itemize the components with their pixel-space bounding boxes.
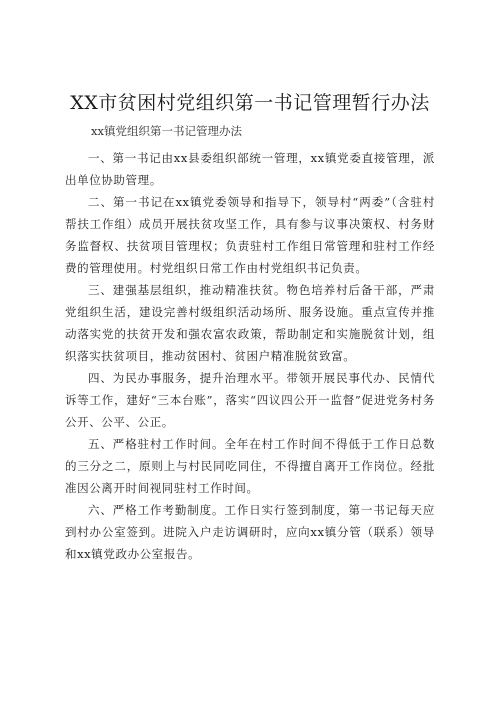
paragraph-1: 一、第一书记由xx县委组织部统一管理，xx镇党委直接管理，派出单位协助管理。 bbox=[65, 151, 435, 187]
paragraph-2: 二、第一书记在xx镇党委领导和指导下，领导村“两委”（含驻村帮扶工作组）成员开展扶贫攻坚工作，具有参与议事决策权、村务财务监督权、扶贫项目管理权；负责驻村工作组日常管理和驻村工作经费的管理使用。村党组织日常工作由村党组织书记负责。 bbox=[65, 195, 435, 275]
paragraph-3: 三、建强基层组织，推动精准扶贫。物色培养村后备干部，严肃党组织生活，建设完善村级组织活动场所、服务设施。重点宣传并推动落实党的扶贫开发和强农富农政策，帮助制定和实施脱贫计划，组织落实扶贫项目，推动贫困村、贫困户精准脱贫致富。 bbox=[65, 283, 435, 363]
document-title: XX市贫困村党组织第一书记管理暂行办法 bbox=[70, 92, 430, 114]
paragraph-4: 四、为民办事服务，提升治理水平。带领开展民事代办、民情代诉等工作，建好“三本台账”，落实“四议四公开一监督”促进党务村务公开、公平、公正。 bbox=[65, 371, 435, 429]
paragraph-5: 五、严格驻村工作时间。全年在村工作时间不得低于工作日总数的三分之二，原则上与村民同吃同住，不得擅自离开工作岗位。经批准因公离开时间视同驻村工作时间。 bbox=[65, 437, 435, 495]
paragraph-6: 六、严格工作考勤制度。工作日实行签到制度，第一书记每天应到村办公室签到。进院入户走访调研时，应向xx镇分管（联系）领导和xx镇党政办公室报告。 bbox=[65, 503, 435, 561]
document-subtitle: xx镇党组织第一书记管理办法 bbox=[91, 124, 242, 138]
document-body bbox=[65, 147, 435, 565]
